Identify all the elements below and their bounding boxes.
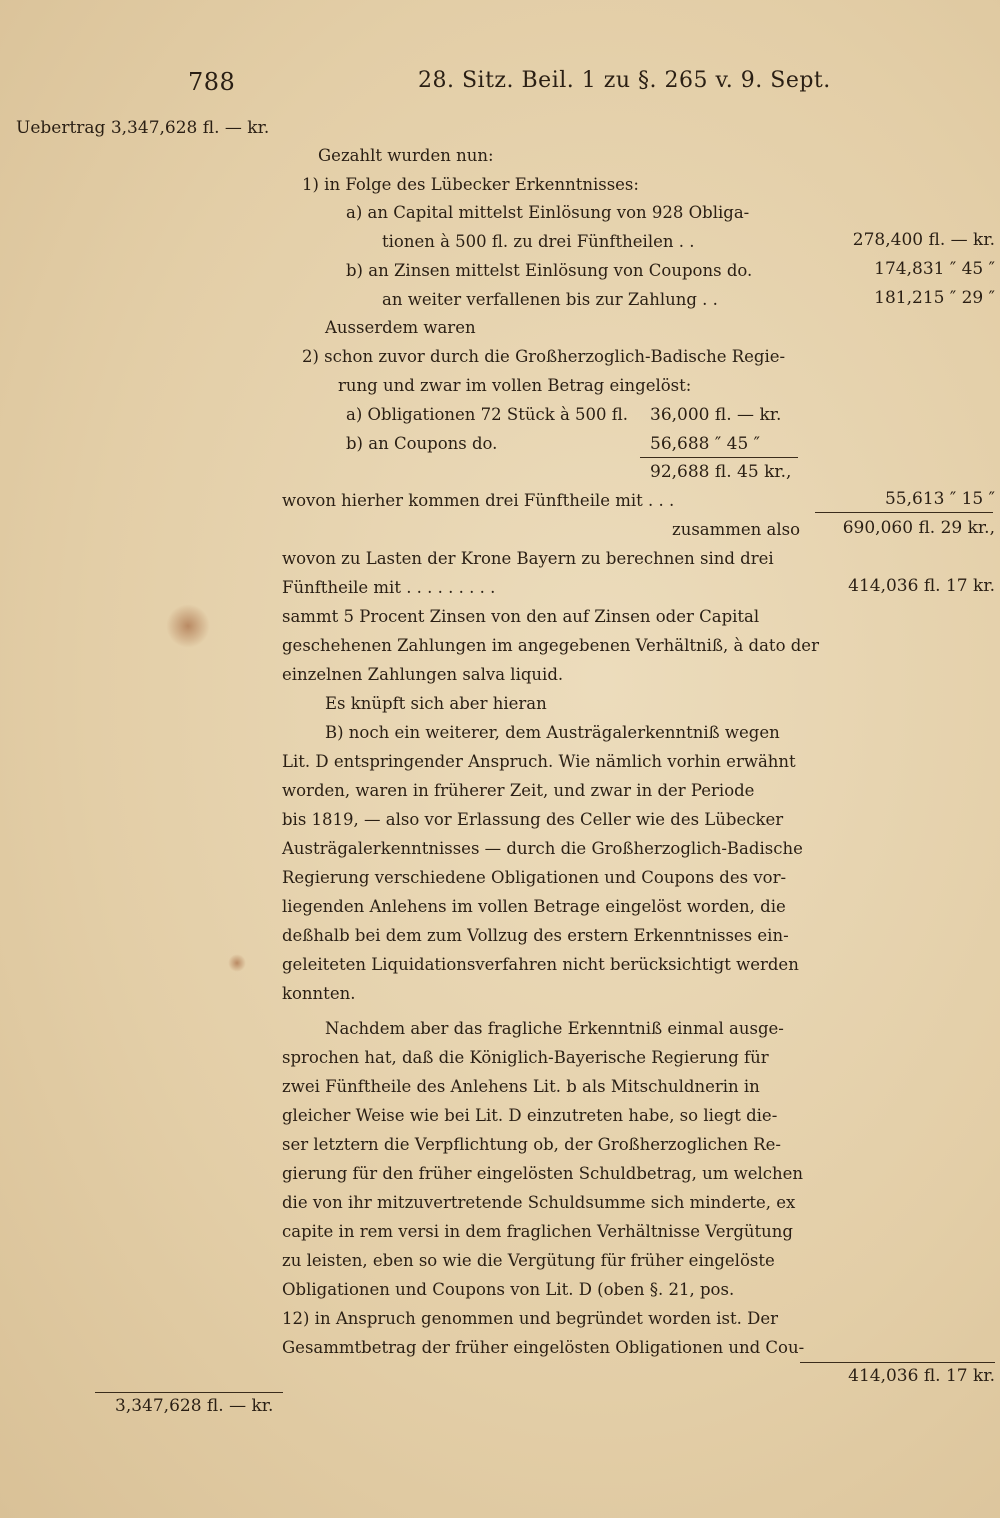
text-line: konnten.: [282, 984, 356, 1003]
amount-weiter: 181,215 ″ 29 ″: [874, 288, 995, 308]
text-line: gleicher Weise wie bei Lit. D einzutreten habe, so liegt die-: [282, 1106, 778, 1125]
text-line: bis 1819, — also vor Erlassung des Celler wie des Lübecker: [282, 810, 784, 829]
text-line: Regierung verschiedene Obligationen und Coupons des vor-: [282, 868, 787, 887]
text-line: Es knüpft sich aber hieran: [325, 694, 547, 713]
carry-out-right-rule: [800, 1362, 995, 1363]
text-line: worden, waren in früherer Zeit, und zwar in der Periode: [282, 781, 755, 800]
text-line: capite in rem versi in dem fraglichen Verhältnisse Vergütung: [282, 1222, 793, 1241]
subtotal-rule: [640, 457, 798, 458]
text-line: zwei Fünftheile des Anlehens Lit. b als Mitschuldnerin in: [282, 1077, 760, 1096]
text-line: einzelnen Zahlungen salva liquid.: [282, 665, 564, 684]
text-line: a) Obligationen 72 Stück à 500 fl.: [346, 405, 629, 424]
text-line: zusammen also: [672, 520, 801, 539]
paper-stain: [166, 604, 210, 648]
text-line: zu leisten, eben so wie die Vergütung für früher eingelöste: [282, 1251, 775, 1270]
text-line: Austrägalerkenntnisses — durch die Großherzoglich-Badische: [282, 839, 803, 858]
text-line: die von ihr mitzuvertretende Schuldsumme sich minderte, ex: [282, 1193, 796, 1212]
text-line: Fünftheile mit . . . . . . . . .: [282, 578, 496, 597]
amount-zusammen: 690,060 fl. 29 kr.,: [842, 518, 995, 538]
text-line: wovon hierher kommen drei Fünftheile mit . . .: [282, 491, 675, 510]
text-line: tionen à 500 fl. zu drei Fünftheilen . .: [382, 232, 695, 251]
amount-three-fifths: 55,613 ″ 15 ″: [884, 489, 995, 509]
text-line: Gezahlt wurden nun:: [318, 146, 494, 165]
text-line: b) an Zinsen mittelst Einlösung von Coupons do.: [346, 261, 753, 280]
text-line: geschehenen Zahlungen im angegebenen Verhältniß, à dato der: [282, 636, 819, 655]
running-title: 28. Sitz. Beil. 1 zu §. 265 v. 9. Sept.: [418, 68, 831, 93]
text-line: B) noch ein weiterer, dem Austrägalerkenntniß wegen: [325, 723, 780, 742]
text-line: 2) schon zuvor durch die Großherzoglich-Badische Regie-: [302, 347, 786, 366]
text-line: sammt 5 Procent Zinsen von den auf Zinsen oder Capital: [282, 607, 760, 626]
text-line: geleiteten Liquidationsverfahren nicht berücksichtigt werden: [282, 955, 799, 974]
amount-coupons-do: 56,688 ″ 45 ″: [650, 434, 761, 454]
text-line: a) an Capital mittelst Einlösung von 928 Obliga-: [346, 203, 750, 222]
text-line: Ausserdem waren: [325, 318, 476, 337]
zusammen-rule: [815, 512, 993, 513]
text-line: sprochen hat, daß die Königlich-Bayerische Regierung für: [282, 1048, 769, 1067]
text-line: wovon zu Lasten der Krone Bayern zu berechnen sind drei: [282, 549, 774, 568]
page-number: 788: [188, 68, 236, 96]
text-line: gierung für den früher eingelösten Schuldbetrag, um welchen: [282, 1164, 804, 1183]
amount-zinsen: 174,831 ″ 45 ″: [874, 259, 995, 279]
text-line: Obligationen und Coupons von Lit. D (oben §. 21, pos.: [282, 1280, 735, 1299]
carry-out-left: 3,347,628 fl. — kr.: [115, 1396, 274, 1416]
text-line: liegenden Anlehens im vollen Betrage eingelöst worden, die: [282, 897, 786, 916]
amount-oblig-72: 36,000 fl. — kr.: [650, 405, 782, 425]
text-line: 12) in Anspruch genommen und begründet worden ist. Der: [282, 1309, 779, 1328]
text-line: Lit. D entspringender Anspruch. Wie nämlich vorhin erwähnt: [282, 752, 796, 771]
carry-in-left: Uebertrag 3,347,628 fl. — kr.: [16, 118, 270, 138]
text-line: Nachdem aber das fragliche Erkenntniß einmal ausge-: [325, 1019, 784, 1038]
text-line: rung und zwar im vollen Betrag eingelöst:: [338, 376, 692, 395]
text-line: an weiter verfallenen bis zur Zahlung . .: [382, 290, 718, 309]
paper-stain: [228, 954, 246, 972]
text-line: 1) in Folge des Lübecker Erkenntnisses:: [302, 175, 639, 194]
text-line: deßhalb bei dem zum Vollzug des erstern Erkenntnisses ein-: [282, 926, 789, 945]
amount-krone-bayern: 414,036 fl. 17 kr.: [848, 576, 995, 596]
text-line: Gesammtbetrag der früher eingelösten Obligationen und Cou-: [282, 1338, 805, 1357]
amount-capital: 278,400 fl. — kr.: [852, 230, 995, 250]
carry-out-left-rule: [95, 1392, 283, 1393]
amount-subtotal: 92,688 fl. 45 kr.,: [650, 462, 792, 482]
text-line: ser letztern die Verpflichtung ob, der Großherzoglichen Re-: [282, 1135, 781, 1154]
amount-carry-out: 414,036 fl. 17 kr.: [848, 1366, 995, 1386]
text-line: b) an Coupons do.: [346, 434, 498, 453]
